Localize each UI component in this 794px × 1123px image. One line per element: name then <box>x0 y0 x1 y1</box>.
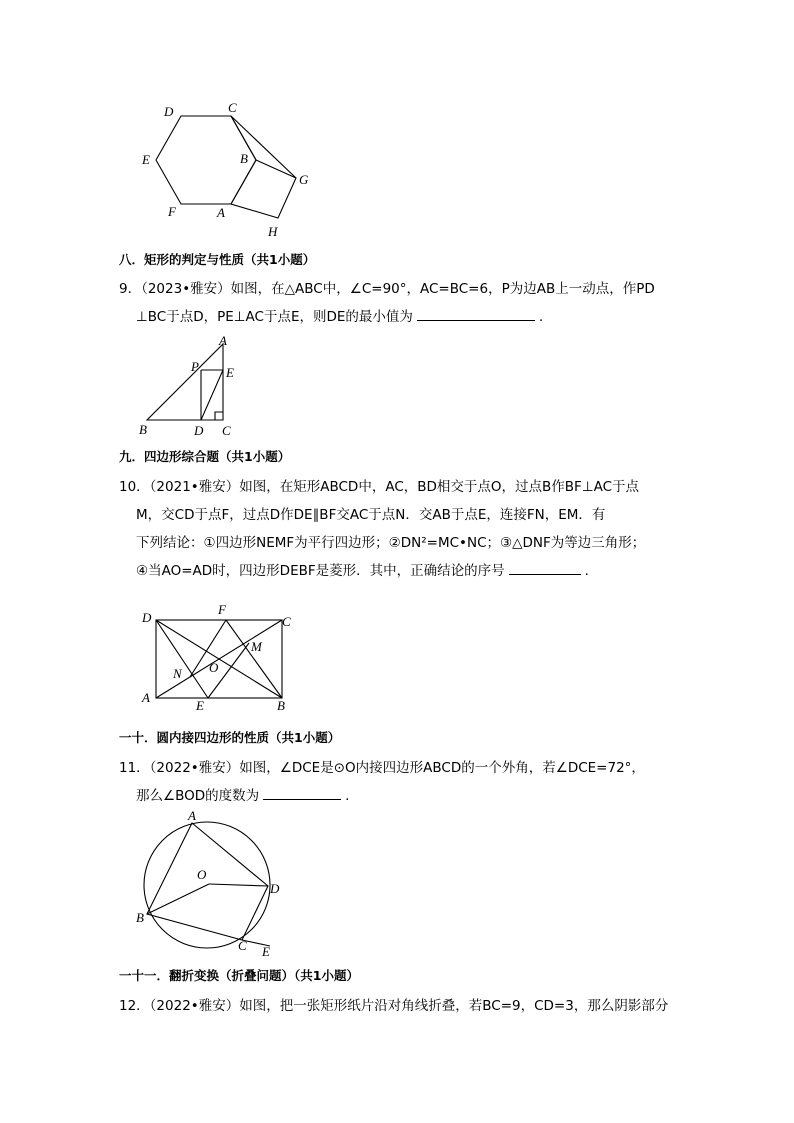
q9-line2: ⊥BC于点D，PE⊥AC于点E，则DE的最小值为 <box>136 309 413 325</box>
section-heading-9: 九．四边形综合题（共1小题） <box>119 449 291 464</box>
q10-line4-end: . <box>584 563 589 579</box>
quadrilateral-abcd <box>147 823 268 940</box>
label-E: E <box>262 944 270 959</box>
segment-bo <box>147 884 209 914</box>
q10-line4: ④当AO=AD时，四边形DEBF是菱形．其中，正确结论的序号 <box>136 563 505 579</box>
question-10 <box>119 473 679 585</box>
section-heading-8: 八．矩形的判定与性质（共1小题） <box>119 252 316 267</box>
hexagon-square-figure <box>130 95 330 245</box>
label-A: A <box>188 808 196 823</box>
rectangle-figure <box>138 602 298 712</box>
label-O: O <box>209 660 219 675</box>
question-9 <box>119 275 679 331</box>
q10-line4-wrap <box>119 557 679 585</box>
circle-quadrilateral-figure <box>130 810 290 960</box>
label-D: D <box>142 610 152 625</box>
segment-de <box>156 620 208 698</box>
q11-answer-blank[interactable] <box>263 785 341 800</box>
segment-bf <box>226 620 282 698</box>
label-N: N <box>173 666 182 681</box>
label-A: A <box>217 205 225 220</box>
q10-answer-blank[interactable] <box>509 560 581 575</box>
right-triangle-figure <box>135 335 245 440</box>
label-M: M <box>251 639 262 654</box>
label-C: C <box>222 423 231 438</box>
q11-line2-end: . <box>345 788 350 804</box>
label-B: B <box>277 698 285 713</box>
triangle-abc <box>147 344 223 420</box>
label-D: D <box>164 104 174 119</box>
q10-line1: 10．（2021•雅安）如图，在矩形ABCD中，AC，BD相交于点O，过点B作BF⊥AC于点 <box>119 479 640 495</box>
label-E: E <box>226 365 234 380</box>
right-angle-mark <box>215 412 223 420</box>
label-E: E <box>196 698 204 713</box>
label-A: A <box>142 690 150 705</box>
question-12 <box>119 992 679 1020</box>
label-A: A <box>219 333 227 348</box>
label-G: G <box>299 172 309 187</box>
label-P: P <box>191 359 199 374</box>
q11-line1: 11．（2022•雅安）如图，∠DCE是⊙O内接四边形ABCD的一个外角，若∠DCE=72°， <box>119 760 645 776</box>
segment-fn <box>190 620 226 677</box>
label-C: C <box>282 614 291 629</box>
label-O: O <box>197 867 207 882</box>
segment-cg <box>231 116 296 178</box>
section-heading-10: 一十．圆内接四边形的性质（共1小题） <box>119 730 341 745</box>
label-B: B <box>139 422 147 437</box>
q10-line3: 下列结论：①四边形NEMF为平行四边形；②DN²=MC•NC；③△DNF为等边三角形； <box>136 535 646 551</box>
q11-line2-wrap <box>119 782 679 810</box>
label-B: B <box>240 151 248 166</box>
label-C: C <box>238 938 247 953</box>
q10-line2: M，交CD于点F，过点D作DE∥BF交AC于点N．交AB于点E，连接FN，EM．有 <box>136 507 606 523</box>
q9-line1: 9．（2023•雅安）如图，在△ABC中，∠C=90°，AC=BC=6，P为边AB上一动点，作PD <box>119 281 655 297</box>
label-F: F <box>168 204 176 219</box>
q12-line1: 12．（2022•雅安）如图，把一张矩形纸片沿对角线折叠，若BC=9，CD=3，那么阴影部分 <box>119 998 669 1014</box>
label-B: B <box>136 910 144 925</box>
label-D: D <box>194 423 204 438</box>
label-H: H <box>268 224 278 239</box>
section-heading-11: 一十一．翻折变换（折叠问题）（共1小题） <box>119 968 359 983</box>
label-E: E <box>142 152 150 167</box>
q9-line2-wrap <box>119 303 679 331</box>
q9-answer-blank[interactable] <box>417 306 535 321</box>
label-C: C <box>228 100 237 115</box>
segment-od <box>209 884 268 886</box>
q11-line2: 那么∠BOD的度数为 <box>136 788 260 804</box>
q9-line2-end: . <box>538 309 544 325</box>
question-11 <box>119 754 679 810</box>
label-F: F <box>218 602 226 617</box>
label-D: D <box>270 881 280 896</box>
